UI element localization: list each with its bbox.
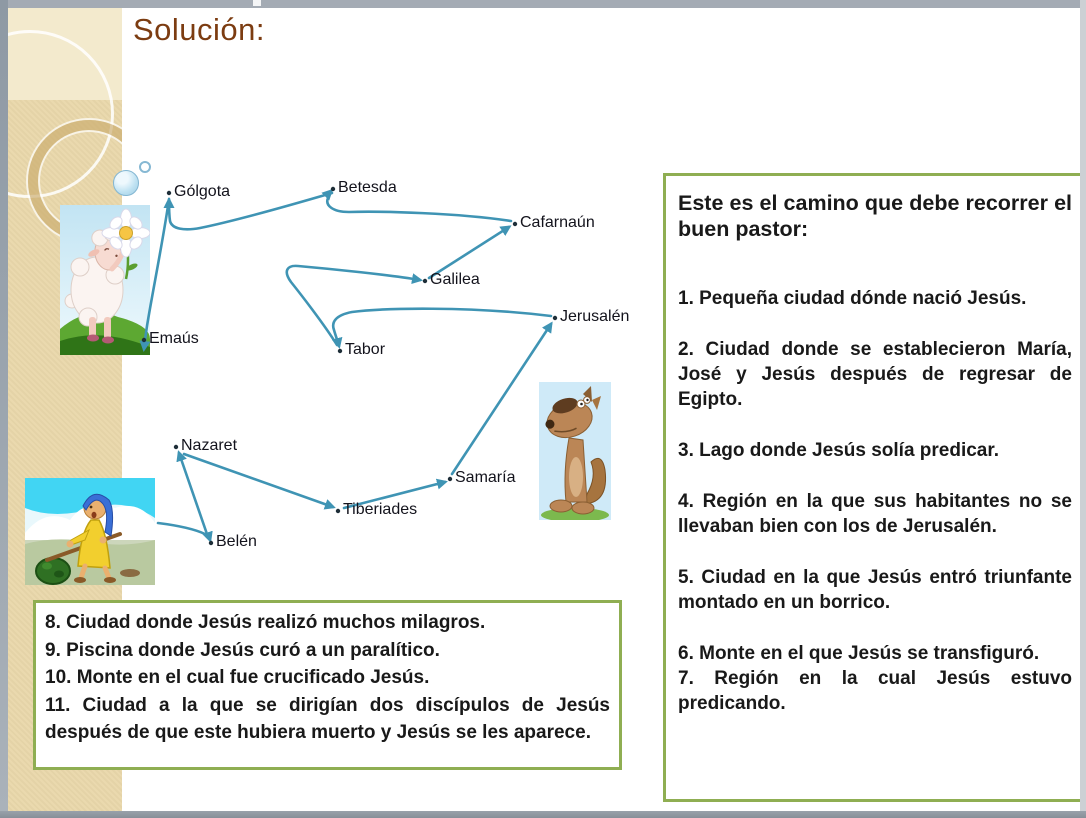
clue-item-8: 8. Ciudad donde Jesús realizó muchos milagros. — [45, 612, 486, 633]
clue-item-10: 10. Monte en el cual fue crucificado Jesús. — [45, 667, 430, 688]
route-segment-Cafarnaún-Betesda — [327, 191, 511, 221]
city-label-Tiberiades: Tiberiades — [343, 501, 418, 518]
clue-item-9: 9. Piscina donde Jesús curó a un paralítico. — [45, 639, 440, 661]
city-label-Galilea: Galilea — [430, 271, 480, 288]
route-segment-Belén-Nazaret — [179, 453, 208, 537]
city-dot-Samaría — [448, 477, 452, 481]
clue-item-4: 4. Región en la que sus habitantes no se llevaban bien con los de Jerusalén. — [678, 491, 1072, 537]
clues-panel-right — [663, 173, 1086, 802]
route-segment-Tabor-Galilea — [287, 266, 420, 345]
city-label-Nazaret: Nazaret — [181, 437, 238, 454]
route-segment-Betesda-Gólgota — [169, 193, 332, 229]
city-dot-Cafarnaún — [513, 222, 517, 226]
city-dot-Nazaret — [174, 445, 178, 449]
city-label-Belén: Belén — [216, 533, 257, 550]
city-label-Gólgota: Gólgota — [174, 183, 231, 200]
city-label-Samaría: Samaría — [455, 469, 516, 486]
route-segment-Samaría-Jerusalén — [452, 324, 551, 474]
page-title: Solución: — [133, 12, 266, 47]
slide-frame-top — [0, 0, 1086, 8]
sheep-illustration — [60, 205, 150, 355]
slide-frame-notch — [253, 0, 261, 6]
city-dot-Tabor — [338, 349, 342, 353]
clue-item-6: 6. Monte en el que Jesús se transfiguró. — [678, 643, 1040, 664]
city-dot-Tiberiades — [336, 509, 340, 513]
clues-heading: Este es el camino que debe recorrer el buen pastor: — [678, 191, 1072, 241]
city-label-Jerusalén: Jerusalén — [560, 308, 630, 325]
clue-item-1: 1. Pequeña ciudad dónde nació Jesús. — [678, 288, 1027, 309]
city-label-Tabor: Tabor — [345, 341, 386, 358]
city-dot-Galilea — [423, 279, 427, 283]
city-dot-Betesda — [331, 187, 335, 191]
clue-item-3: 3. Lago donde Jesús solía predicar. — [678, 440, 999, 461]
route-segment-Galilea-Cafarnaún — [429, 227, 509, 278]
dog-illustration — [539, 382, 611, 520]
clue-item-2: 2. Ciudad donde se establecieron María, José y Jesús después de regresar de Egipto. — [678, 339, 1072, 410]
bubble-icon — [139, 161, 151, 173]
clues-panel-bottom — [33, 600, 622, 770]
city-label-Betesda: Betesda — [338, 179, 397, 196]
route-segment-Jerusalén-Tabor — [333, 309, 551, 346]
city-dot-Jerusalén — [553, 316, 557, 320]
clue-item-5: 5. Ciudad en la que Jesús entró triunfante montado en un borrico. — [678, 567, 1072, 613]
bubble-icon — [113, 170, 139, 196]
city-label-Cafarnaún: Cafarnaún — [520, 214, 595, 231]
city-label-Emaús: Emaús — [149, 330, 199, 347]
clue-item-7: 7. Región en la cual Jesús estuvo predicando. — [678, 668, 1072, 714]
route-segment-pastor-Belén — [158, 523, 210, 540]
slide-frame-right — [1080, 0, 1086, 818]
city-dot-Belén — [209, 541, 213, 545]
route-segment-Tiberiades-Samaría — [344, 482, 445, 508]
slide-frame-bottom — [0, 811, 1086, 818]
clue-item-11: 11. Ciudad a la que se dirigían dos discípulos de Jesús después de que este hubiera muerto y Jesús se les aparece. — [45, 694, 610, 743]
city-dot-Gólgota — [167, 191, 171, 195]
slide-frame-left — [0, 0, 8, 818]
route-segment-Nazaret-Tiberiades — [184, 454, 333, 507]
shepherd-illustration — [25, 478, 155, 585]
